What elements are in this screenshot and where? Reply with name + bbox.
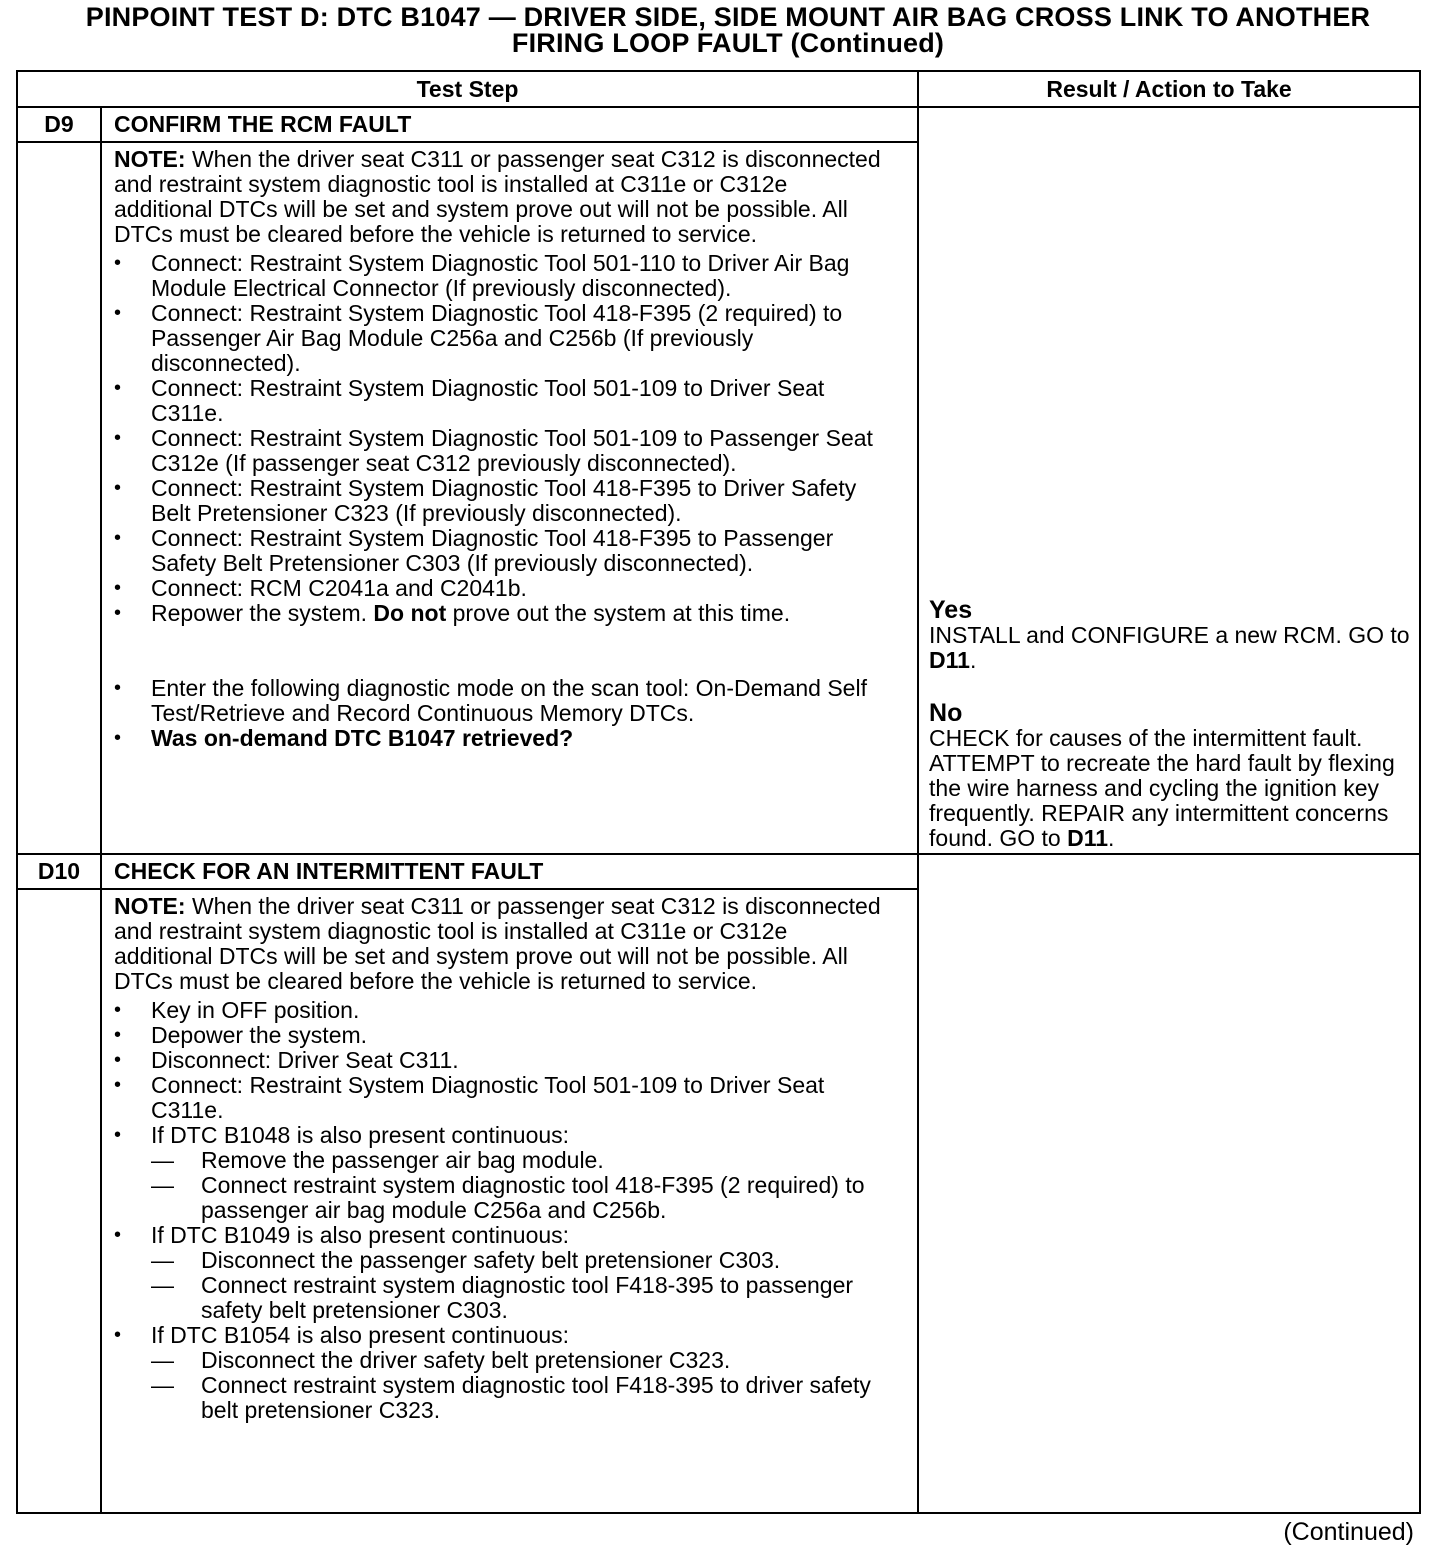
answer-yes-text: INSTALL and CONFIGURE a new RCM. GO to D11. — [929, 621, 1410, 673]
list-item: • If DTC B1048 is also present continuous: — Remove the passenger air bag module. — Connect restraint system diagnostic tool 418-F395 (2 required) to passenger air bag module C256a and C256b. — [114, 1123, 887, 1223]
sub-list-item: — Connect restraint system diagnostic tool F418-395 to passenger safety belt pretensioner C303. — [151, 1273, 887, 1323]
sub-list — [151, 1348, 887, 1423]
list-item: • Connect: RCM C2041a and C2041b. — [114, 576, 887, 601]
answer-no-text: CHECK for causes of the intermittent fault. ATTEMPT to recreate the hard fault by flexing the wire harness and cycling the ignition key frequently. REPAIR any intermittent concerns found. GO to D11. — [929, 724, 1395, 851]
bullet-list-d10 — [114, 998, 887, 1423]
sub-list-item: — Connect restraint system diagnostic tool F418-395 to driver safety belt pretensioner C323. — [151, 1373, 887, 1423]
pinpoint-test-table — [16, 70, 1421, 1514]
sub-list-item: — Disconnect the passenger safety belt pretensioner C303. — [151, 1248, 887, 1273]
list-item: • Connect: Restraint System Diagnostic Tool 501-109 to Driver Seat C311e. — [114, 376, 887, 426]
title-line-1: PINPOINT TEST D: DTC B1047 — DRIVER SIDE, SIDE MOUNT AIR BAG CROSS LINK TO ANOTHER — [85, 2, 1371, 32]
list-item: • Repower the system. Do not prove out the system at this time. — [114, 601, 887, 626]
step-title-d10: CHECK FOR AN INTERMITTENT FAULT — [101, 854, 918, 889]
list-item: • If DTC B1054 is also present continuous: — Disconnect the driver safety belt pretensioner C323. — Connect restraint system diagnostic tool F418-395 to driver safety belt pretensioner C323. — [114, 1323, 887, 1423]
note-d10: NOTE: When the driver seat C311 or passenger seat C312 is disconnected and restraint system diagnostic tool is installed at C311e or C312e additional DTCs will be set and system prove out will not be possible. All DTCs must be cleared before the vehicle is returned to service. — [114, 892, 881, 994]
list-item: • Connect: Restraint System Diagnostic Tool 501-109 to Driver Seat C311e. — [114, 1073, 887, 1123]
list-item: • If DTC B1049 is also present continuous: — Disconnect the passenger safety belt pretensioner C303. — Connect restraint system diagnostic tool F418-395 to passenger safety belt pretensioner C303. — [114, 1223, 887, 1323]
answer-no-label: No — [929, 698, 963, 727]
list-item: • Depower the system. — [114, 1023, 887, 1048]
step-title-d9: CONFIRM THE RCM FAULT — [101, 107, 918, 142]
step-d9-title-row — [17, 107, 1420, 142]
header-test-step: Test Step — [17, 71, 918, 107]
list-item: • Disconnect: Driver Seat C311. — [114, 1048, 887, 1073]
list-item: • Connect: Restraint System Diagnostic Tool 418-F395 (2 required) to Passenger Air Bag Module C256a and C256b (If previously disconnected). — [114, 301, 887, 376]
sub-list-item: — Disconnect the driver safety belt pretensioner C323. — [151, 1348, 887, 1373]
step-body-d9 — [101, 142, 918, 854]
page-title — [0, 4, 1456, 56]
note-d9: NOTE: When the driver seat C311 or passenger seat C312 is disconnected and restraint system diagnostic tool is installed at C311e or C312e additional DTCs will be set and system prove out will not be possible. All DTCs must be cleared before the vehicle is returned to service. — [114, 146, 881, 247]
list-item: • Enter the following diagnostic mode on the scan tool: On-Demand Self Test/Retrieve and Record Continuous Memory DTCs. — [114, 676, 887, 726]
sub-list-item: — Remove the passenger air bag module. — [151, 1148, 887, 1173]
title-line-2: FIRING LOOP FAULT (Continued) — [511, 28, 945, 58]
list-item: • Connect: Restraint System Diagnostic Tool 501-110 to Driver Air Bag Module Electrical Connector (If previously disconnected). — [114, 251, 887, 301]
continued-label: (Continued) — [1283, 1518, 1414, 1546]
sub-list-item: — Connect restraint system diagnostic tool 418-F395 (2 required) to passenger air bag module C256a and C256b. — [151, 1173, 887, 1223]
list-item: • Key in OFF position. — [114, 998, 887, 1023]
sub-list — [151, 1248, 887, 1323]
step-body-d10 — [101, 889, 918, 1513]
header-row — [17, 71, 1420, 107]
sub-list — [151, 1148, 887, 1223]
step-number-d10: D10 — [17, 854, 101, 889]
header-result: Result / Action to Take — [918, 71, 1420, 107]
step-number-d9: D9 — [17, 107, 101, 142]
question-d9: • Was on-demand DTC B1047 retrieved? — [114, 726, 887, 751]
step-d10-title-row — [17, 854, 1420, 889]
result-d9 — [918, 107, 1420, 854]
list-item: • Connect: Restraint System Diagnostic Tool 418-F395 to Driver Safety Belt Pretensioner C323 (If previously disconnected). — [114, 476, 887, 526]
bullet-list-d9 — [114, 251, 887, 751]
answer-yes-label: Yes — [929, 595, 973, 624]
list-item: • Connect: Restraint System Diagnostic Tool 418-F395 to Passenger Safety Belt Pretensioner C303 (If previously disconnected). — [114, 526, 887, 576]
list-item: • Connect: Restraint System Diagnostic Tool 501-109 to Passenger Seat C312e (If passenger seat C312 previously disconnected). — [114, 426, 887, 476]
result-d10 — [918, 854, 1420, 1513]
